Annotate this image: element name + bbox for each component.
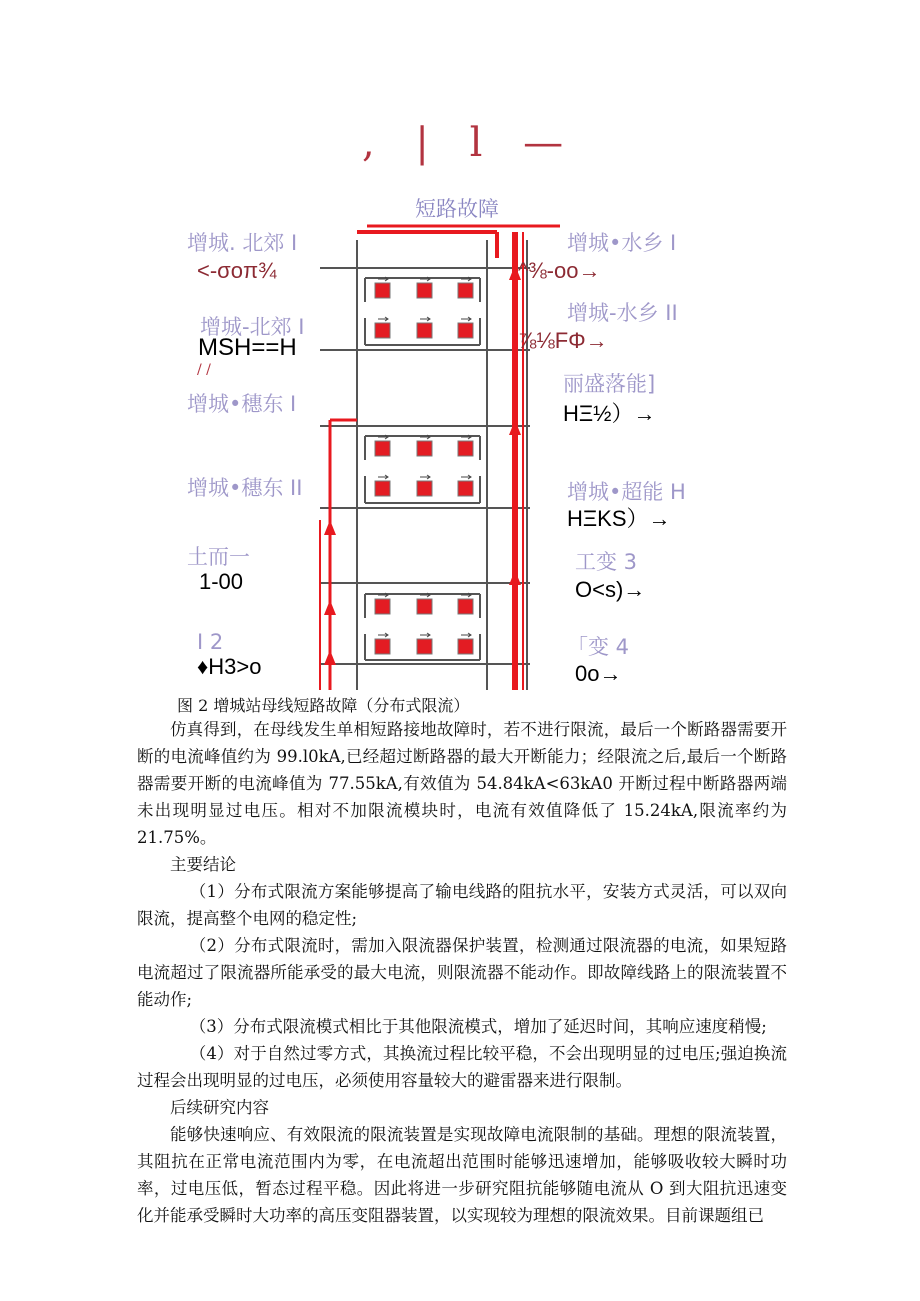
left-value-5: 1-00 (199, 569, 244, 594)
left-label-1: 增城. 北郊 I (187, 231, 298, 255)
heading-future-work: 后续研究内容 (170, 1098, 269, 1117)
left-label-3: 增城•穗东 I (187, 392, 297, 416)
breaker (458, 481, 473, 496)
left-label-2: 增城-北郊 I (200, 315, 305, 339)
header-marks: , | l — (362, 120, 578, 166)
heading-conclusions: 主要结论 (170, 855, 236, 874)
breaker (458, 441, 473, 456)
conclusion-4: （4）对于自然过零方式，其换流过程比较平稳，不会出现明显的过电压;强迫换流过程会出现明显的过电压，必须使用容量较大的避雷器来进行限制。 (137, 1044, 787, 1090)
left-label-4: 增城•穗东 II (187, 476, 303, 500)
left-value-6: ♦H3>o (197, 654, 262, 679)
breaker (375, 283, 390, 298)
breaker (375, 481, 390, 496)
left-label-6: I 2 (197, 630, 224, 654)
left-label-5: 土而一 (187, 545, 250, 569)
breaker (375, 323, 390, 338)
grid-lines (320, 240, 530, 690)
right-label-3: 丽盛落能] (563, 372, 656, 396)
right-value-6: 0o→ (575, 661, 622, 686)
body-text (137, 716, 787, 1229)
small-marks: / / (197, 362, 211, 378)
breaker (458, 639, 473, 654)
right-label-1: 增城•水乡 I (567, 231, 677, 255)
breaker (458, 323, 473, 338)
figure-caption: 图 2 增城站母线短路故障（分布式限流） (177, 696, 470, 715)
right-value-3: HΞ½）→ (563, 401, 656, 426)
breaker (417, 283, 432, 298)
right-label-6: 「变 4 (567, 635, 630, 659)
paragraph-future-work: 能够快速响应、有效限流的限流装置是实现故障电流限制的基础。理想的限流装置，其阻抗在正常电流范围内为零，在电流超出范围时能够迅速增加，能够吸收较大瞬时功率，过电压低，暂态过程平稳。因此将进一步研究阻抗能够随电流从 O 到大阻抗迅速变化并能承受瞬时大功率的高压变阻器装置，以实现较为理想的限流效果。目前课题组已 (137, 1125, 787, 1225)
breaker (417, 599, 432, 614)
breaker (458, 283, 473, 298)
right-label-4: 增城•超能 H (567, 480, 686, 504)
breaker (458, 599, 473, 614)
breaker (375, 599, 390, 614)
breaker (417, 441, 432, 456)
breaker (417, 481, 432, 496)
breaker (417, 639, 432, 654)
conclusion-3: （3）分布式限流模式相比于其他限流模式，增加了延迟时间，其响应速度稍慢; (189, 1017, 767, 1036)
conclusion-1: （1）分布式限流方案能够提高了输电线路的阻抗水平，安装方式灵活，可以双向限流，提高整个电网的稳定性; (137, 882, 787, 928)
right-value-4: HΞKS）→ (567, 506, 671, 531)
breakers (375, 283, 473, 654)
breaker (375, 441, 390, 456)
conclusion-2: （2）分布式限流时，需加入限流器保护装置，检测通过限流器的电流，如果短路电流超过了限流器所能承受的最大电流，则限流器不能动作。即故障线路上的限流装置不能动作; (137, 936, 787, 1009)
breaker (375, 639, 390, 654)
paragraph-results: 仿真得到，在母线发生单相短路接地故障时，若不进行限流，最后一个断路器需要开断的电流峰值约为 99.l0kA,已经超过断路器的最大开断能力；经限流之后,最后一个断路器需要开断的电流峰值为 77.55kA,有效值为 54.84kA<63kA0 开断过程中断路器两端未出现明显过电压。相对不加限流模块时，电流有效值降低了 15.24kA,限流率约为 21.75%。 (137, 720, 787, 847)
right-value-5: O<s)→ (575, 577, 646, 602)
breaker (417, 323, 432, 338)
right-value-1: ^⅜-oo→ (518, 258, 601, 283)
left-value-1: <-σoπ¾ (197, 258, 277, 283)
right-value-2: ⅞⅛FΦ→ (518, 328, 608, 353)
fault-label: 短路故障 (415, 197, 499, 221)
left-value-2: MSH==H (198, 334, 297, 361)
right-label-5: 工变 3 (575, 550, 638, 574)
right-label-2: 增城-水乡 II (567, 301, 678, 325)
